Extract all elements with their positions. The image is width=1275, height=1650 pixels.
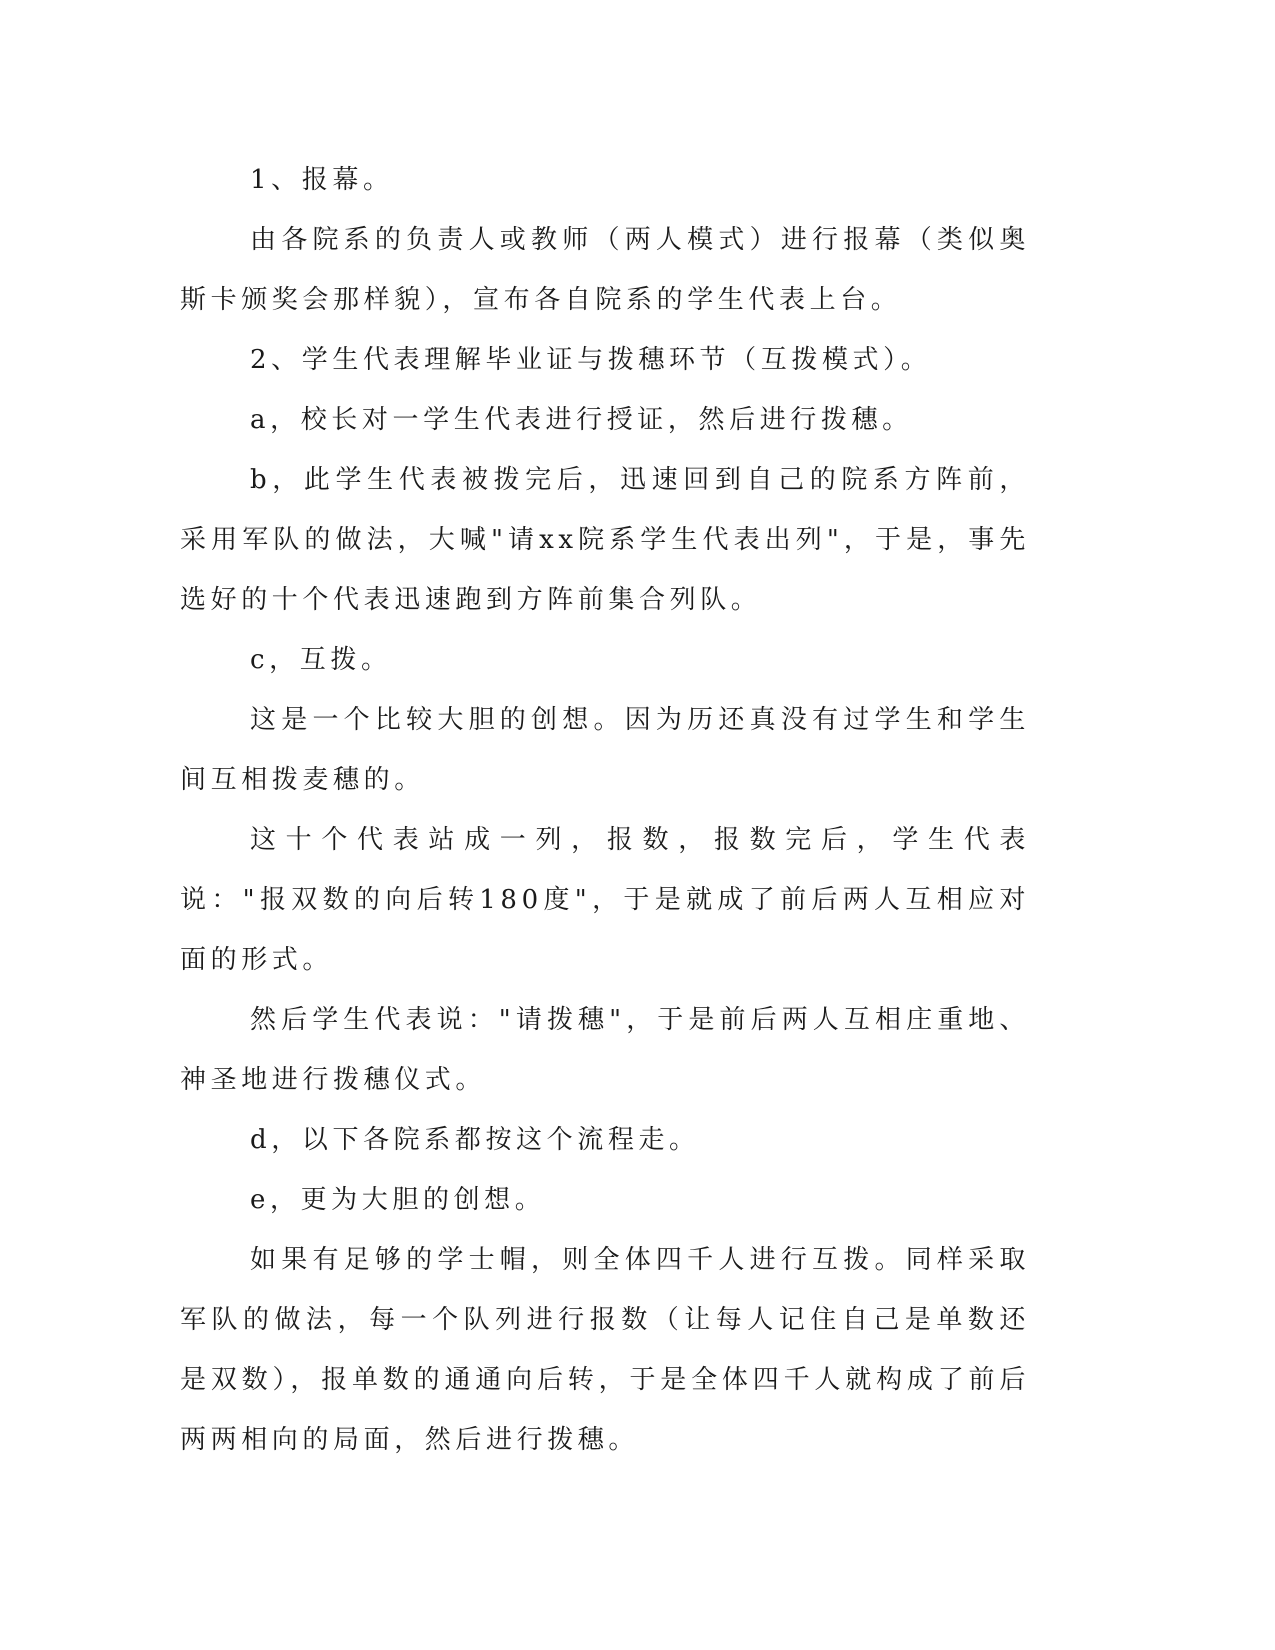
document-page	[180, 150, 1030, 1470]
paragraph-step-e: e，更为大胆的创想。	[250, 1185, 546, 1215]
paragraph-step-b: b，此学生代表被拨完后，迅速回到自己的院系方阵前，采用军队的做法，大喊"请xx院系学生代表出列"，于是，事先选好的十个代表迅速跑到方阵前集合列队。	[180, 465, 1030, 615]
paragraph-announce-body: 由各院系的负责人或教师（两人模式）进行报幕（类似奥斯卡颁奖会那样貌），宣布各自院系的学生代表上台。	[180, 225, 1030, 315]
paragraph-step-c: c，互拨。	[250, 645, 392, 675]
paragraph-tassel-ceremony: 然后学生代表说："请拨穗"，于是前后两人互相庄重地、神圣地进行拨穗仪式。	[180, 1005, 1030, 1095]
paragraph-bold-idea: 这是一个比较大胆的创想。因为历还真没有过学生和学生间互相拨麦穗的。	[180, 705, 1030, 795]
paragraph-all-students: 如果有足够的学士帽，则全体四千人进行互拨。同样采取军队的做法，每一个队列进行报数（让每人记住自己是单数还是双数），报单数的通通向后转，于是全体四千人就构成了前后两两相向的局面，然后进行拨穗。	[180, 1245, 1030, 1455]
paragraph-step-d: d，以下各院系都按这个流程走。	[250, 1125, 700, 1155]
paragraph-diploma-heading: 2、学生代表理解毕业证与拨穗环节（互拨模式）。	[250, 345, 932, 375]
paragraph-count-off: 这十个代表站成一列，报数，报数完后，学生代表说："报双数的向后转180度"，于是就成了前后两人互相应对面的形式。	[180, 825, 1030, 975]
paragraph-step-a: a，校长对一学生代表进行授证，然后进行拨穗。	[250, 405, 913, 435]
paragraph-announce-heading: 1、报幕。	[250, 165, 394, 195]
